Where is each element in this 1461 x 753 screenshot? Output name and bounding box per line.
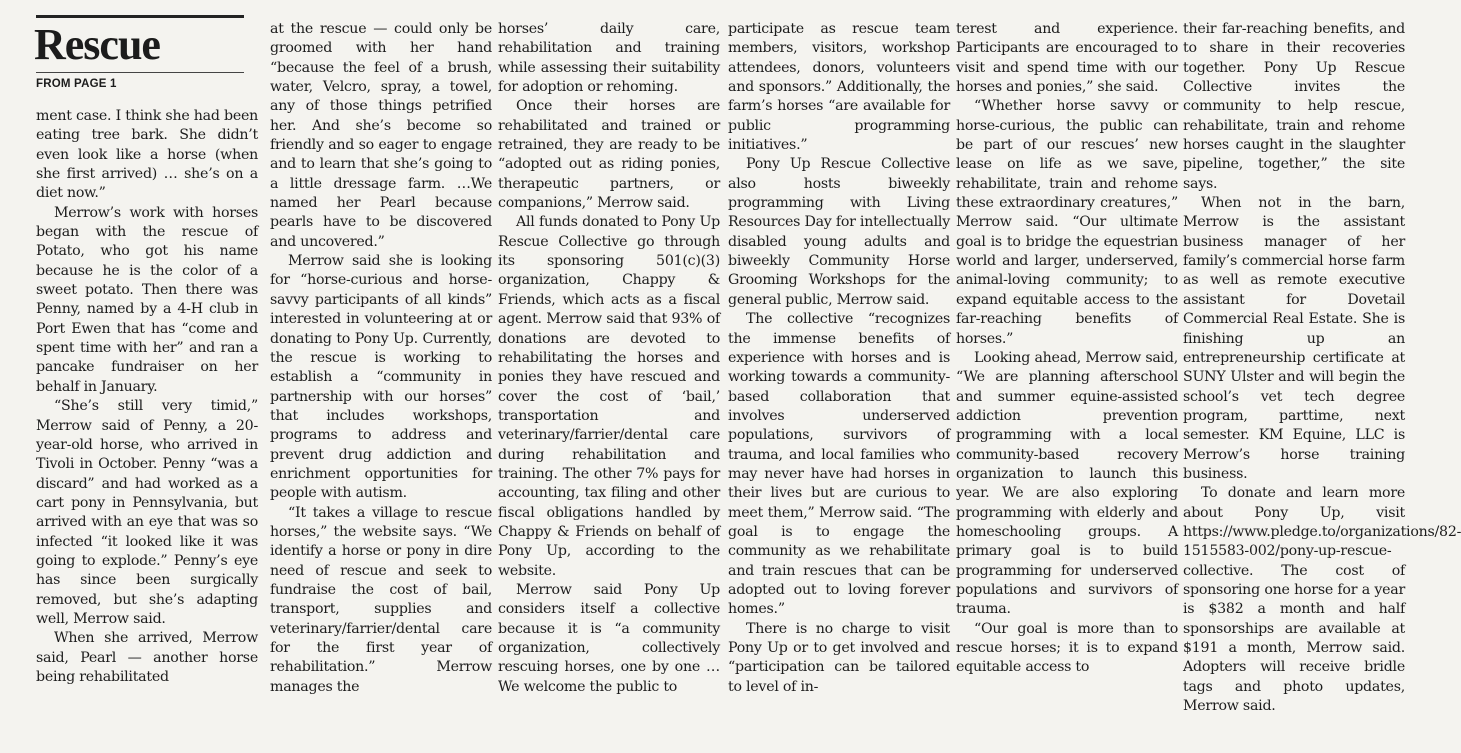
column-6 <box>1183 20 1461 715</box>
paragraph: “Whether horse savvy or horse-curious, the public can be part of our rescues’ new lease on life as we save, rehabilitate, train and rehome these extraordinary creatures,” Merrow said. “Our ultimate goal is to bridge the equestrian world and larger, underserved, animal-loving community; to expand equitable access to the far-reaching benefits of horses.” <box>956 98 1178 347</box>
section-kicker: Rescue <box>34 20 160 69</box>
column-2 <box>270 20 492 700</box>
column-5 <box>956 20 1178 700</box>
paragraph: horses’ daily care, rehabilitation and training while assessing their suitability for adoption or rehoming. <box>498 21 720 96</box>
paragraph: Merrow said she is looking for “horse-curious and horse-savvy participants of all kinds” interested in volunteering at or donating to Pony Up. Currently, the rescue is working to establish a “community in partnership with our horses” that includes workshops, programs to address and prevent drug addiction and enrichment opportunities for people with autism. <box>270 253 492 502</box>
paragraph: terest and experience. Participants are encouraged to visit and spend time with our horses and ponies,” she said. <box>956 21 1178 96</box>
paragraph: All funds donated to Pony Up Rescue Collective go through its sponsoring 501(c)(3) organization, Chappy & Friends, which acts as a fiscal agent. Merrow said that 93% of donations are devoted to rehabilitating the horses and ponies they have rescued and cover the cost of ‘bail,’ transportation and veterinary/farrier/dental care during rehabilitation and training. The other 7% pays for accounting, tax filing and other fiscal obligations handled by Chappy & Friends on behalf of Pony Up, according to the website. <box>498 214 720 579</box>
paragraph: Once their horses are rehabilitated and trained or retrained, they are ready to be “adopted out as riding ponies, therapeutic partners, or companions,” Merrow said. <box>498 98 720 212</box>
paragraph: Merrow’s work with horses began with the rescue of Potato, who got his name because he is the color of a sweet potato. Then there was Penny, named by a 4-H club in Port Ewen that has “come and spent time with her” and ran a pancake fundraiser on her behalf in January. <box>36 204 258 395</box>
paragraph: participate as rescue team members, visitors, workshop attendees, donors, volunteers and sponsors.” Additionally, the farm’s horses “are available for public programming initiatives.” <box>728 21 950 154</box>
column-4 <box>728 20 950 700</box>
paragraph: There is no charge to visit Pony Up or to get involved and “participation can be tailored to level of in- <box>728 620 950 695</box>
paragraph: “It takes a village to rescue horses,” the website says. “We identify a horse or pony in dire need of rescue and seek to fundraise the cost of bail, transport, supplies and veterinary/farrier/dental care for the first year of rehabilitation.” Merrow manages the <box>270 504 492 695</box>
paragraph: To donate and learn more about Pony Up, visit https://www.pledge.to/organizations/82-1515583-002/pony-up-rescue-collective. The cost of sponsoring one horse for a year is $382 a month and half sponsorships are available at $191 a month, Merrow said. Adopters will receive bridle tags and photo updates, Merrow said. <box>1183 485 1461 715</box>
jump-rule <box>36 72 244 73</box>
column-3 <box>498 20 720 700</box>
paragraph: ment case. I think she had been eating tree bark. She didn’t even look like a horse (when she first arrived) … she’s on a diet now.” <box>36 108 258 202</box>
paragraph: “Our goal is more than to rescue horses; it is to expand equitable access to <box>956 620 1178 676</box>
paragraph: “She’s still very timid,” Merrow said of Penny, a 20-year-old horse, who arrived in Tivoli in October. Penny “was a discard” and had worked as a cart pony in Pennsylvania, but arrived with an eye that was so infected “it looked like it was going to explode.” Penny’s eye has since been surgically removed, but she’s adapting well, Merrow said. <box>36 398 258 627</box>
paragraph: Pony Up Rescue Collective also hosts biweekly programming with Living Resources Day for intellectually disabled young adults and biweekly Community Horse Grooming Workshops for the general public, Merrow said. <box>728 156 950 308</box>
paragraph: Merrow said Pony Up considers itself a collective because it is “a community organization, collectively rescuing horses, one by one … We welcome the public to <box>498 581 720 695</box>
paragraph: at the rescue — could only be groomed with her hand “because the feel of a brush, water, Velcro, spray, a towel, any of those things petrified her. And she’s become so friendly and so eager to engage and to learn that she’s going to a little dressage farm. …We named her Pearl because pearls have to be discovered and uncovered.” <box>270 21 492 250</box>
paragraph: Looking ahead, Merrow said, “We are planning afterschool and summer equine-assisted addiction prevention programming with a local community-based recovery organization to launch this year. We are also exploring programming with elderly and homeschooling groups. A primary goal is to build programming for underserved populations and survivors of trauma. <box>956 349 1178 618</box>
jump-line: FROM PAGE 1 <box>36 78 117 90</box>
paragraph: When she arrived, Merrow said, Pearl — another horse being rehabilitated <box>36 630 258 685</box>
paragraph: their far-reaching benefits, and to share in their recoveries together. Pony Up Rescue Collective invites the community to help rescue, rehabilitate, train and rehome horses caught in the slaughter pipeline, together,” the site says. <box>1183 21 1405 192</box>
paragraph: When not in the barn, Merrow is the assistant business manager of her family’s commercial horse farm as well as remote executive assistant for Dovetail Commercial Real Estate. She is finishing up an entrepreneurship certificate at SUNY Ulster and will begin the school’s vet tech degree program, parttime, next semester. KM Equine, LLC is Merrow’s horse training business. <box>1183 195 1405 482</box>
paragraph: The collective “recognizes the immense benefits of experience with horses and is working towards a community-based collaboration that involves underserved populations, survivors of trauma, and local families who may never have had horses in their lives but are curious to meet them,” Merrow said. “The goal is to engage the community as we rehabilitate and train rescues that can be adopted out to loving forever homes.” <box>728 311 950 618</box>
column-1 <box>36 107 258 707</box>
